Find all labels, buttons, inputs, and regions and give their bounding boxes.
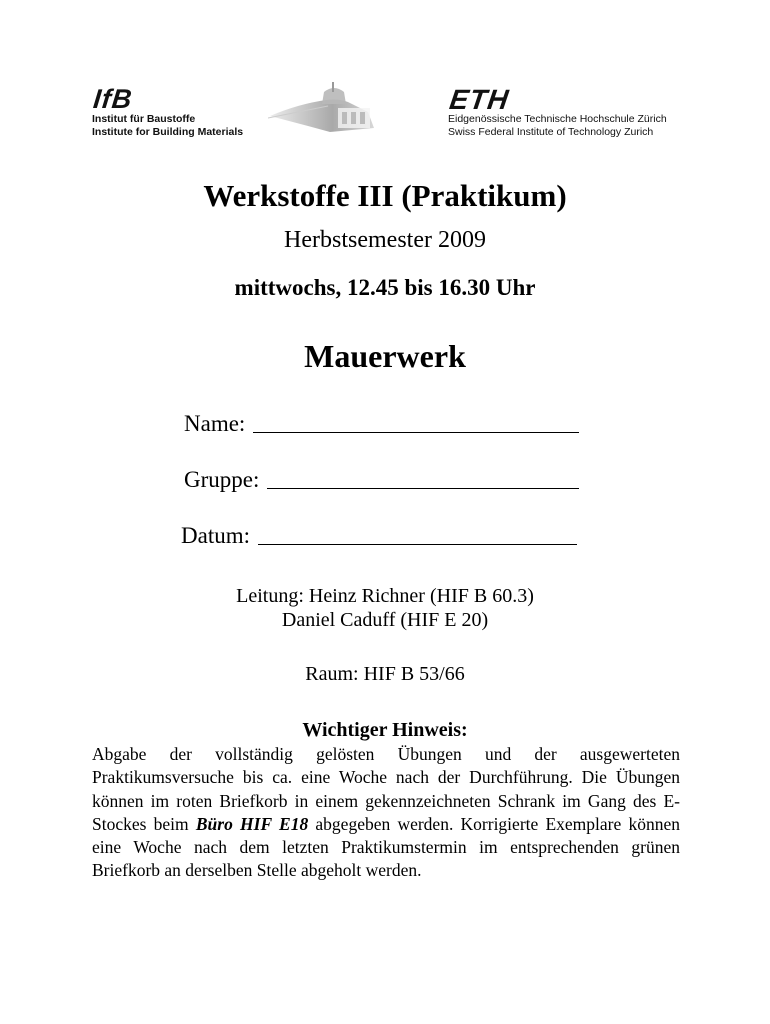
building-emblem-icon (268, 82, 378, 140)
date-field (181, 522, 577, 550)
name-label: Name: (184, 411, 246, 436)
notice-title: Wichtiger Hinweis: (302, 719, 468, 741)
topic-title: Mauerwerk (304, 338, 466, 374)
ifb-name-de: Institut für Baustoffe (92, 113, 196, 125)
leitung-line-2: Daniel Caduff (HIF E 20) (281, 609, 489, 631)
eth-logo: ETH (447, 84, 512, 115)
group-label: Gruppe: (184, 467, 260, 492)
date-blank-line (258, 522, 577, 545)
name-blank-line (253, 410, 579, 433)
name-field (184, 410, 579, 438)
ifb-header (92, 86, 243, 139)
ifb-logo: IfB (91, 84, 135, 114)
schedule-time: mittwochs, 12.45 bis 16.30 Uhr (234, 275, 536, 300)
notice-text-after: abgegeben werden. Korrigierte Exemplare können eine Woche nach dem letzten Praktikumstermin im entsprechenden grünen Briefkorb an derselben Stelle abgeholt werden. (92, 813, 681, 881)
course-title: Werkstoffe III (Praktikum) (203, 178, 567, 213)
notice-text-before: Abgabe der vollständig gelösten Übungen und der ausgewerteten Praktikumsversuche bis ca. eine Woche nach der Durchführung. Die Übungen können im roten Briefkorb in einem gekennzeichneten Schrank im Gang des E-Stockes beim (92, 744, 680, 834)
eth-header (448, 86, 667, 139)
room-info: Raum: HIF B 53/66 (305, 663, 465, 685)
notice-emphasis: Büro HIF E18 (195, 813, 309, 834)
semester: Herbstsemester 2009 (284, 227, 486, 253)
ifb-name-en: Institute for Building Materials (92, 126, 244, 138)
notice-paragraph (92, 743, 680, 883)
group-blank-line (267, 466, 579, 489)
date-label: Datum: (181, 523, 250, 548)
group-field (184, 466, 579, 494)
leitung-line-1: Leitung: Heinz Richner (HIF B 60.3) (236, 585, 534, 607)
eth-name-en: Swiss Federal Institute of Technology Zurich (448, 126, 654, 138)
eth-name-de: Eidgenössische Technische Hochschule Zürich (448, 113, 667, 125)
